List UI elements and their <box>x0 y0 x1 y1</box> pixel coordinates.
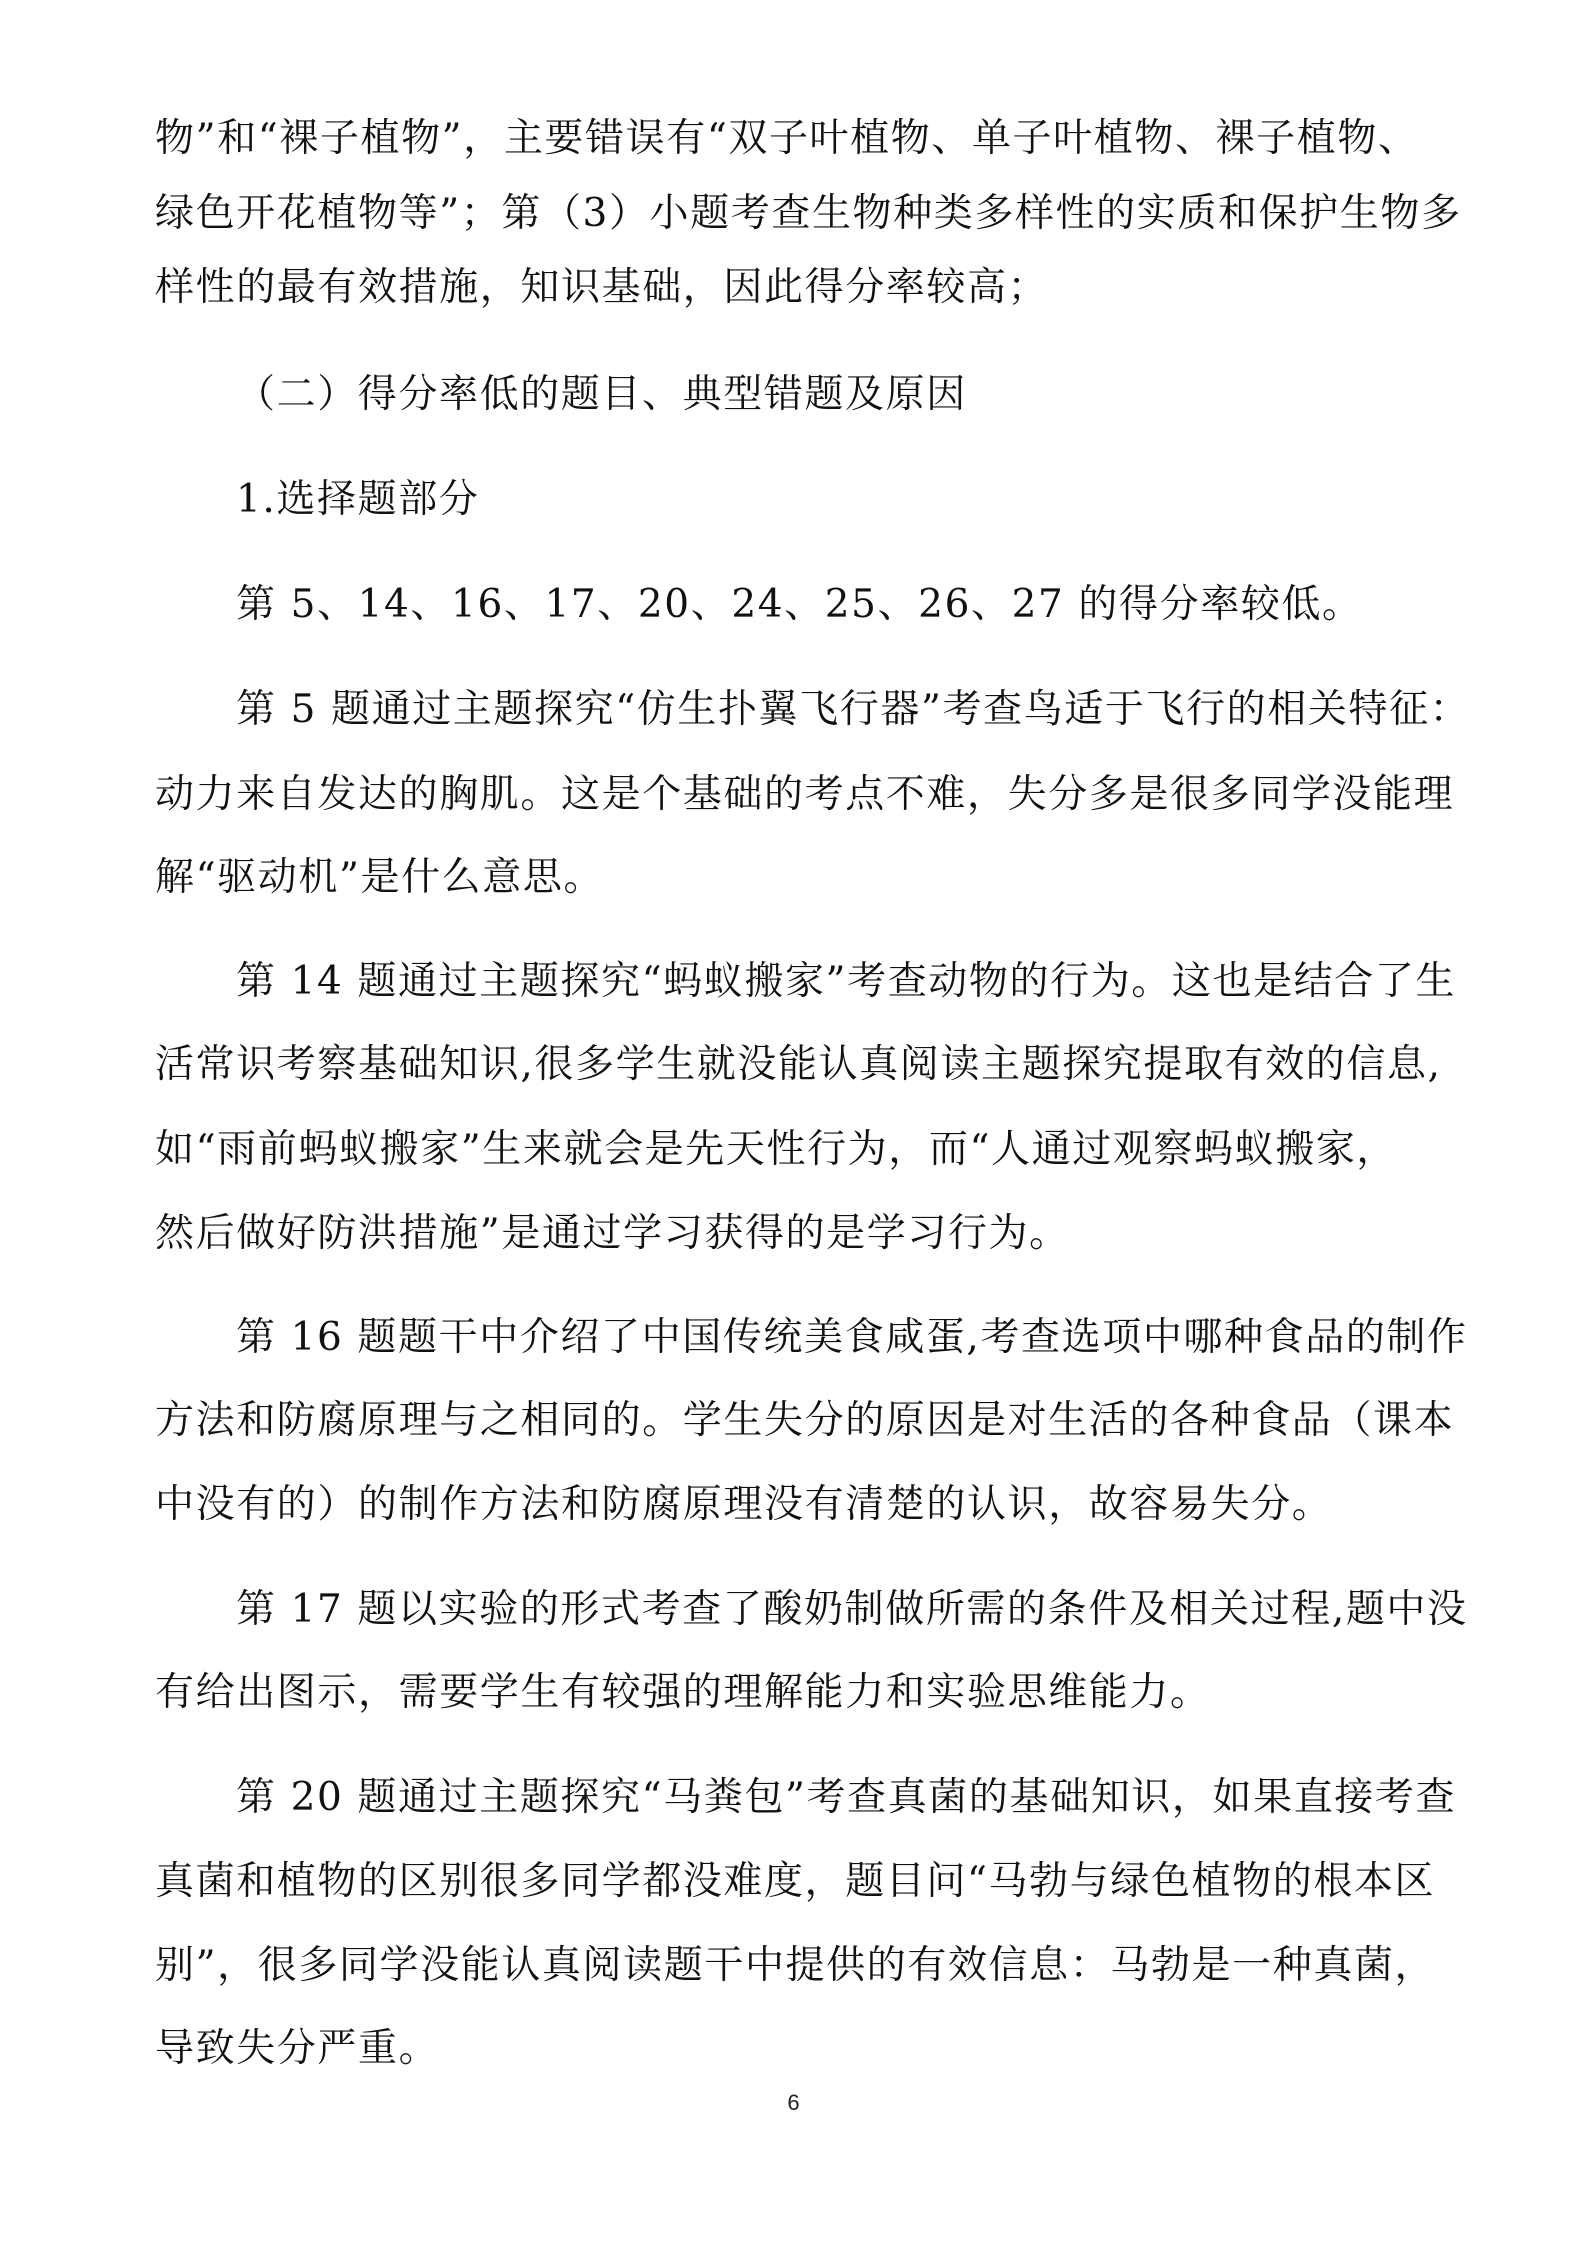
text-line-q5-1: 第 5 题通过主题探究“仿生扑翼飞行器”考查鸟适于飞行的相关特征： <box>236 687 1471 732</box>
text-line-q16-2: 方法和防腐原理与之相同的。学生失分的原因是对生活的各种食品（课本 <box>155 1398 1455 1443</box>
text-line-q16-3: 中没有的）的制作方法和防腐原理没有清楚的认识，故容易失分。 <box>155 1482 1333 1527</box>
text-line-q14-4: 然后做好防洪措施”是通过学习获得的是学习行为。 <box>155 1211 1070 1256</box>
section-heading: （二）得分率低的题目、典型错题及原因 <box>236 372 967 417</box>
text-line-q20-2: 真菌和植物的区别很多同学都没难度，题目问“马勃与绿色植物的根本区 <box>155 1859 1436 1904</box>
text-line-q20-1: 第 20 题通过主题探究“马粪包”考查真菌的基础知识，如果直接考查 <box>236 1775 1457 1820</box>
text-line-3: 样性的最有效措施，知识基础，因此得分率较高； <box>155 265 1049 310</box>
text-line-q5-3: 解“驱动机”是什么意思。 <box>155 855 605 900</box>
text-line-2: 绿色开花植物等”；第（3）小题考查生物种类多样性的实质和保护生物多 <box>155 191 1462 236</box>
text-line-q14-2: 活常识考察基础知识,很多学生就没能认真阅读主题探究提取有效的信息, <box>155 1042 1442 1087</box>
text-line-q17-1: 第 17 题以实验的形式考查了酸奶制做所需的条件及相关过程,题中没 <box>236 1587 1468 1632</box>
subsection-heading: 1.选择题部分 <box>236 477 480 522</box>
page-number: 6 <box>787 2090 800 2115</box>
text-line-1: 物”和“裸子植物”，主要错误有“双子叶植物、单子叶植物、裸子植物、 <box>155 116 1419 161</box>
text-line-low-score-list: 第 5、14、16、17、20、24、25、26、27 的得分率较低。 <box>236 582 1363 627</box>
text-line-q20-4: 导致失分严重。 <box>155 2026 440 2071</box>
text-line-q16-1: 第 16 题题干中介绍了中国传统美食咸蛋,考查选项中哪种食品的制作 <box>236 1315 1468 1360</box>
text-line-q20-3: 别”，很多同学没能认真阅读题干中提供的有效信息：马勃是一种真菌， <box>155 1943 1436 1988</box>
text-line-q5-2: 动力来自发达的胸肌。这是个基础的考点不难，失分多是很多同学没能理 <box>155 772 1455 817</box>
text-line-q14-1: 第 14 题通过主题探究“蚂蚁搬家”考查动物的行为。这也是结合了生 <box>236 959 1457 1004</box>
text-line-q17-2: 有给出图示，需要学生有较强的理解能力和实验思维能力。 <box>155 1670 1211 1715</box>
text-line-q14-3: 如“雨前蚂蚁搬家”生来就会是先天性行为，而“人通过观察蚂蚁搬家， <box>155 1127 1398 1172</box>
